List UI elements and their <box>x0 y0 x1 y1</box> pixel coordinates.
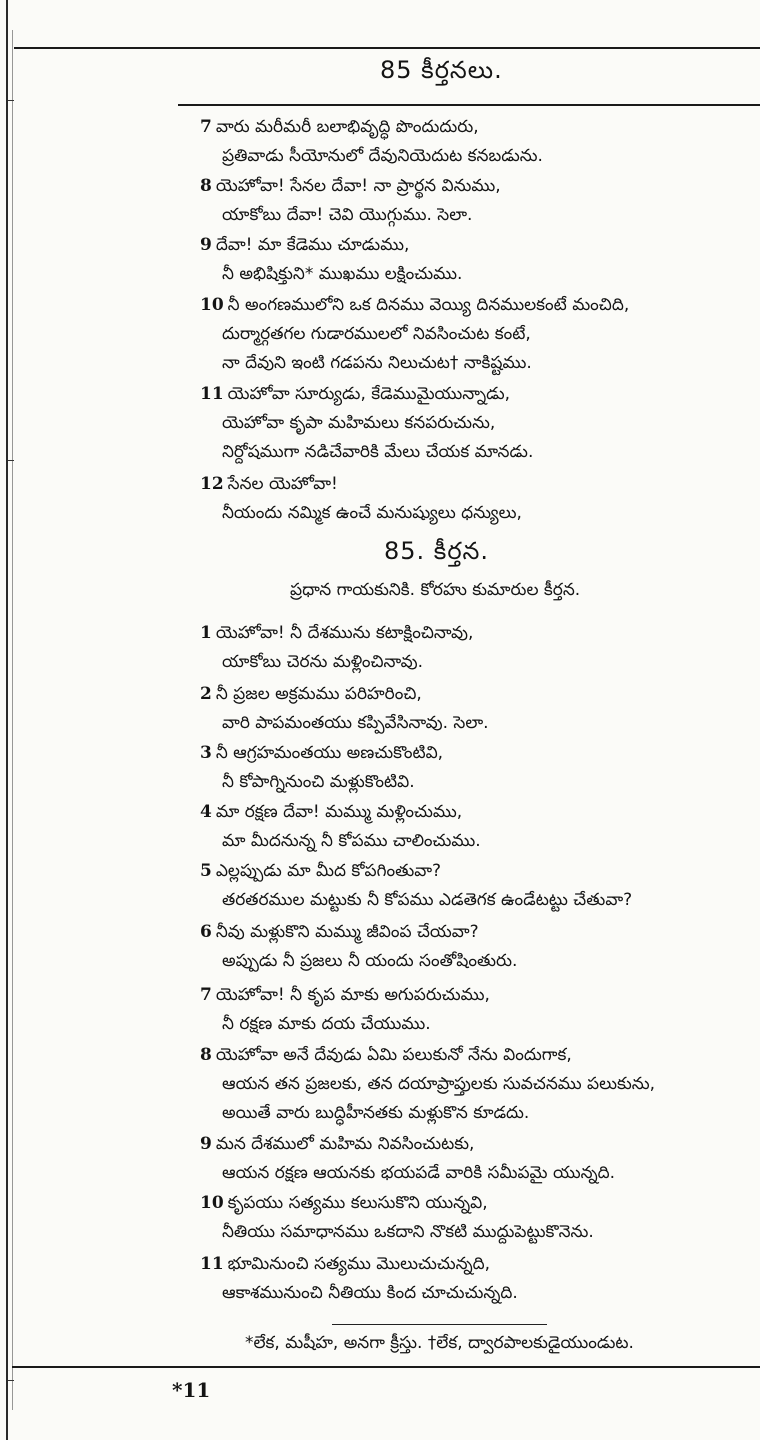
verse-84-11 <box>200 380 740 467</box>
verse-number: 8 <box>200 1045 212 1065</box>
verse-84-9 <box>200 231 740 289</box>
binding-shadow <box>12 30 13 1410</box>
binding-edge <box>6 0 8 1440</box>
footnote-rule <box>332 1324 547 1325</box>
verse-line: యాకోబు చెరను మళ్లించినావు. <box>222 652 424 672</box>
verse-line: నిర్దోషముగా నడిచేవారికి మేలు చేయక మానడు. <box>222 442 534 462</box>
verse-line: నీ అభిషిక్తుని* ముఖము లక్షించుము. <box>222 264 463 284</box>
verse-line: ఆయన తన ప్రజలకు, తన దయాప్రాప్తులకు సువచనము పలుకును, <box>222 1074 656 1094</box>
verse-line: అయితే వారు బుద్ధిహీనతకు మళ్లుకొన కూడదు. <box>222 1103 530 1123</box>
verse-line: యెహోవా! సేనల దేవా! నా ప్రార్థన వినుము, <box>215 176 501 196</box>
verse-line: నీ అంగణములోని ఒక దినము వెయ్యి దినములకంటే మంచిది, <box>227 295 630 315</box>
top-rule <box>14 47 760 49</box>
verse-number: 5 <box>200 861 212 881</box>
verse-line: భూమినుంచి సత్యము మొలుచుచున్నది, <box>227 1254 491 1274</box>
verse-number: 9 <box>200 1134 212 1154</box>
footnote: *లేక, మషీహ, అనగా క్రీస్తు. †లేక, ద్వారపాలకుడైయుండుట. <box>245 1333 634 1353</box>
verse-line: యెహోవా! నీ దేశమును కటాక్షించినావు, <box>215 623 474 643</box>
verse-line: నా దేవుని ఇంటి గడపను నిలుచుట† నాకిష్టము. <box>222 353 532 373</box>
binding-mark <box>8 1380 14 1381</box>
verse-85-2 <box>200 680 740 738</box>
verse-number: 10 <box>200 1193 224 1213</box>
verse-line: సేనల యెహోవా! <box>227 474 338 494</box>
verse-line: ఆయన రక్షణ ఆయనకు భయపడే వారికి సమీపమై యున్నది. <box>222 1163 616 1183</box>
verse-line: నీ ప్రజల అక్రమము పరిహరించి, <box>215 684 422 704</box>
header-rule <box>178 104 760 106</box>
verse-85-6 <box>200 918 740 976</box>
binding-mark <box>8 460 14 461</box>
verse-line: తరతరముల మట్టుకు నీ కోపము ఎడతెగక ఉండేటట్టు చేతువా? <box>222 890 633 910</box>
verse-85-5 <box>200 857 740 915</box>
verse-85-11 <box>200 1250 740 1308</box>
printer-signature-mark: *11 <box>172 1378 211 1402</box>
verse-number: 8 <box>200 176 212 196</box>
verse-85-9 <box>200 1130 740 1188</box>
verse-line: నీయందు నమ్మిక ఉంచే మనుష్యులు ధన్యులు, <box>222 503 522 523</box>
verse-85-1 <box>200 619 740 677</box>
verse-85-4 <box>200 798 740 856</box>
psalm-heading: 85. కీర్తన. <box>384 537 490 565</box>
verse-line: ప్రతివాడు సీయోనులో దేవునియెదుట కనబడును. <box>222 146 543 166</box>
verse-number: 6 <box>200 922 212 942</box>
verse-number: 1 <box>200 623 212 643</box>
verse-line: వారి పాపమంతయు కప్పివేసినావు. సెలా. <box>222 713 489 733</box>
running-title: 85 కీర్తనలు. <box>380 56 503 84</box>
verse-85-10 <box>200 1189 740 1247</box>
verse-number: 11 <box>200 384 224 404</box>
verse-number: 7 <box>200 117 212 137</box>
verse-85-3 <box>200 739 740 797</box>
bottom-rule <box>12 1366 760 1368</box>
verse-85-7 <box>200 981 740 1039</box>
verse-line: నీ కోపాగ్నినుంచి మళ్లుకొంటివి. <box>222 772 415 792</box>
verse-line: ఆకాశమునుంచి నీతియు కింద చూచుచున్నది. <box>222 1283 518 1303</box>
verse-84-12 <box>200 470 740 528</box>
verse-line: యెహోవా కృపా మహిమలు కనపరుచును, <box>222 413 496 433</box>
verse-number: 4 <box>200 802 212 822</box>
verse-line: దేవా! మా కేడెము చూడుము, <box>215 235 410 255</box>
verse-line: దుర్మార్గతగల గుడారములలో నివసించుట కంటే, <box>222 324 531 344</box>
verse-line: నీవు మళ్లుకొని మమ్ము జీవింప చేయవా? <box>215 922 479 942</box>
verse-line: యెహోవా అనే దేవుడు ఏమి పలుకునో నేను విందుగాక, <box>215 1045 572 1065</box>
verse-line: యెహోవా సూర్యుడు, కేడెముమైయున్నాడు, <box>227 384 511 404</box>
verse-line: మా మీదనున్న నీ కోపము చాలించుము. <box>222 831 481 851</box>
verse-84-10 <box>200 291 740 378</box>
verse-line: మా రక్షణ దేవా! మమ్ము మళ్లించుము, <box>215 802 463 822</box>
verse-line: మన దేశములో మహిమ నివసించుటకు, <box>215 1134 475 1154</box>
verse-84-7 <box>200 113 740 171</box>
verse-number: 7 <box>200 985 212 1005</box>
binding-mark <box>8 100 14 101</box>
verse-line: నీ రక్షణ మాకు దయ చేయుము. <box>222 1014 431 1034</box>
verse-line: ఎల్లప్పుడు మా మీద కోపగింతువా? <box>215 861 442 881</box>
verse-84-8 <box>200 172 740 230</box>
verse-85-8 <box>200 1041 740 1128</box>
verse-line: యెహోవా! నీ కృప మాకు అగుపరుచుము, <box>215 985 490 1005</box>
psalm-superscription: ప్రధాన గాయకునికి. కోరహు కుమారుల కీర్తన. <box>290 580 581 600</box>
verse-line: వారు మరీమరీ బలాభివృద్ధి పొందుదురు, <box>215 117 479 137</box>
verse-line: అప్పుడు నీ ప్రజలు నీ యందు సంతోషింతురు. <box>222 951 518 971</box>
verse-line: నీ ఆగ్రహమంతయు అణచుకొంటివి, <box>215 743 444 763</box>
verse-number: 11 <box>200 1254 224 1274</box>
verse-line: యాకోబు దేవా! చెవి యొగ్గుము. సెలా. <box>222 205 473 225</box>
verse-number: 10 <box>200 295 224 315</box>
verse-number: 3 <box>200 743 212 763</box>
verse-number: 2 <box>200 684 212 704</box>
verse-number: 12 <box>200 474 224 494</box>
verse-number: 9 <box>200 235 212 255</box>
verse-line: కృపయు సత్యము కలుసుకొని యున్నవి, <box>227 1193 488 1213</box>
verse-line: నీతియు సమాధానము ఒకదాని నొకటి ముద్దుపెట్టుకొనెను. <box>222 1222 594 1242</box>
